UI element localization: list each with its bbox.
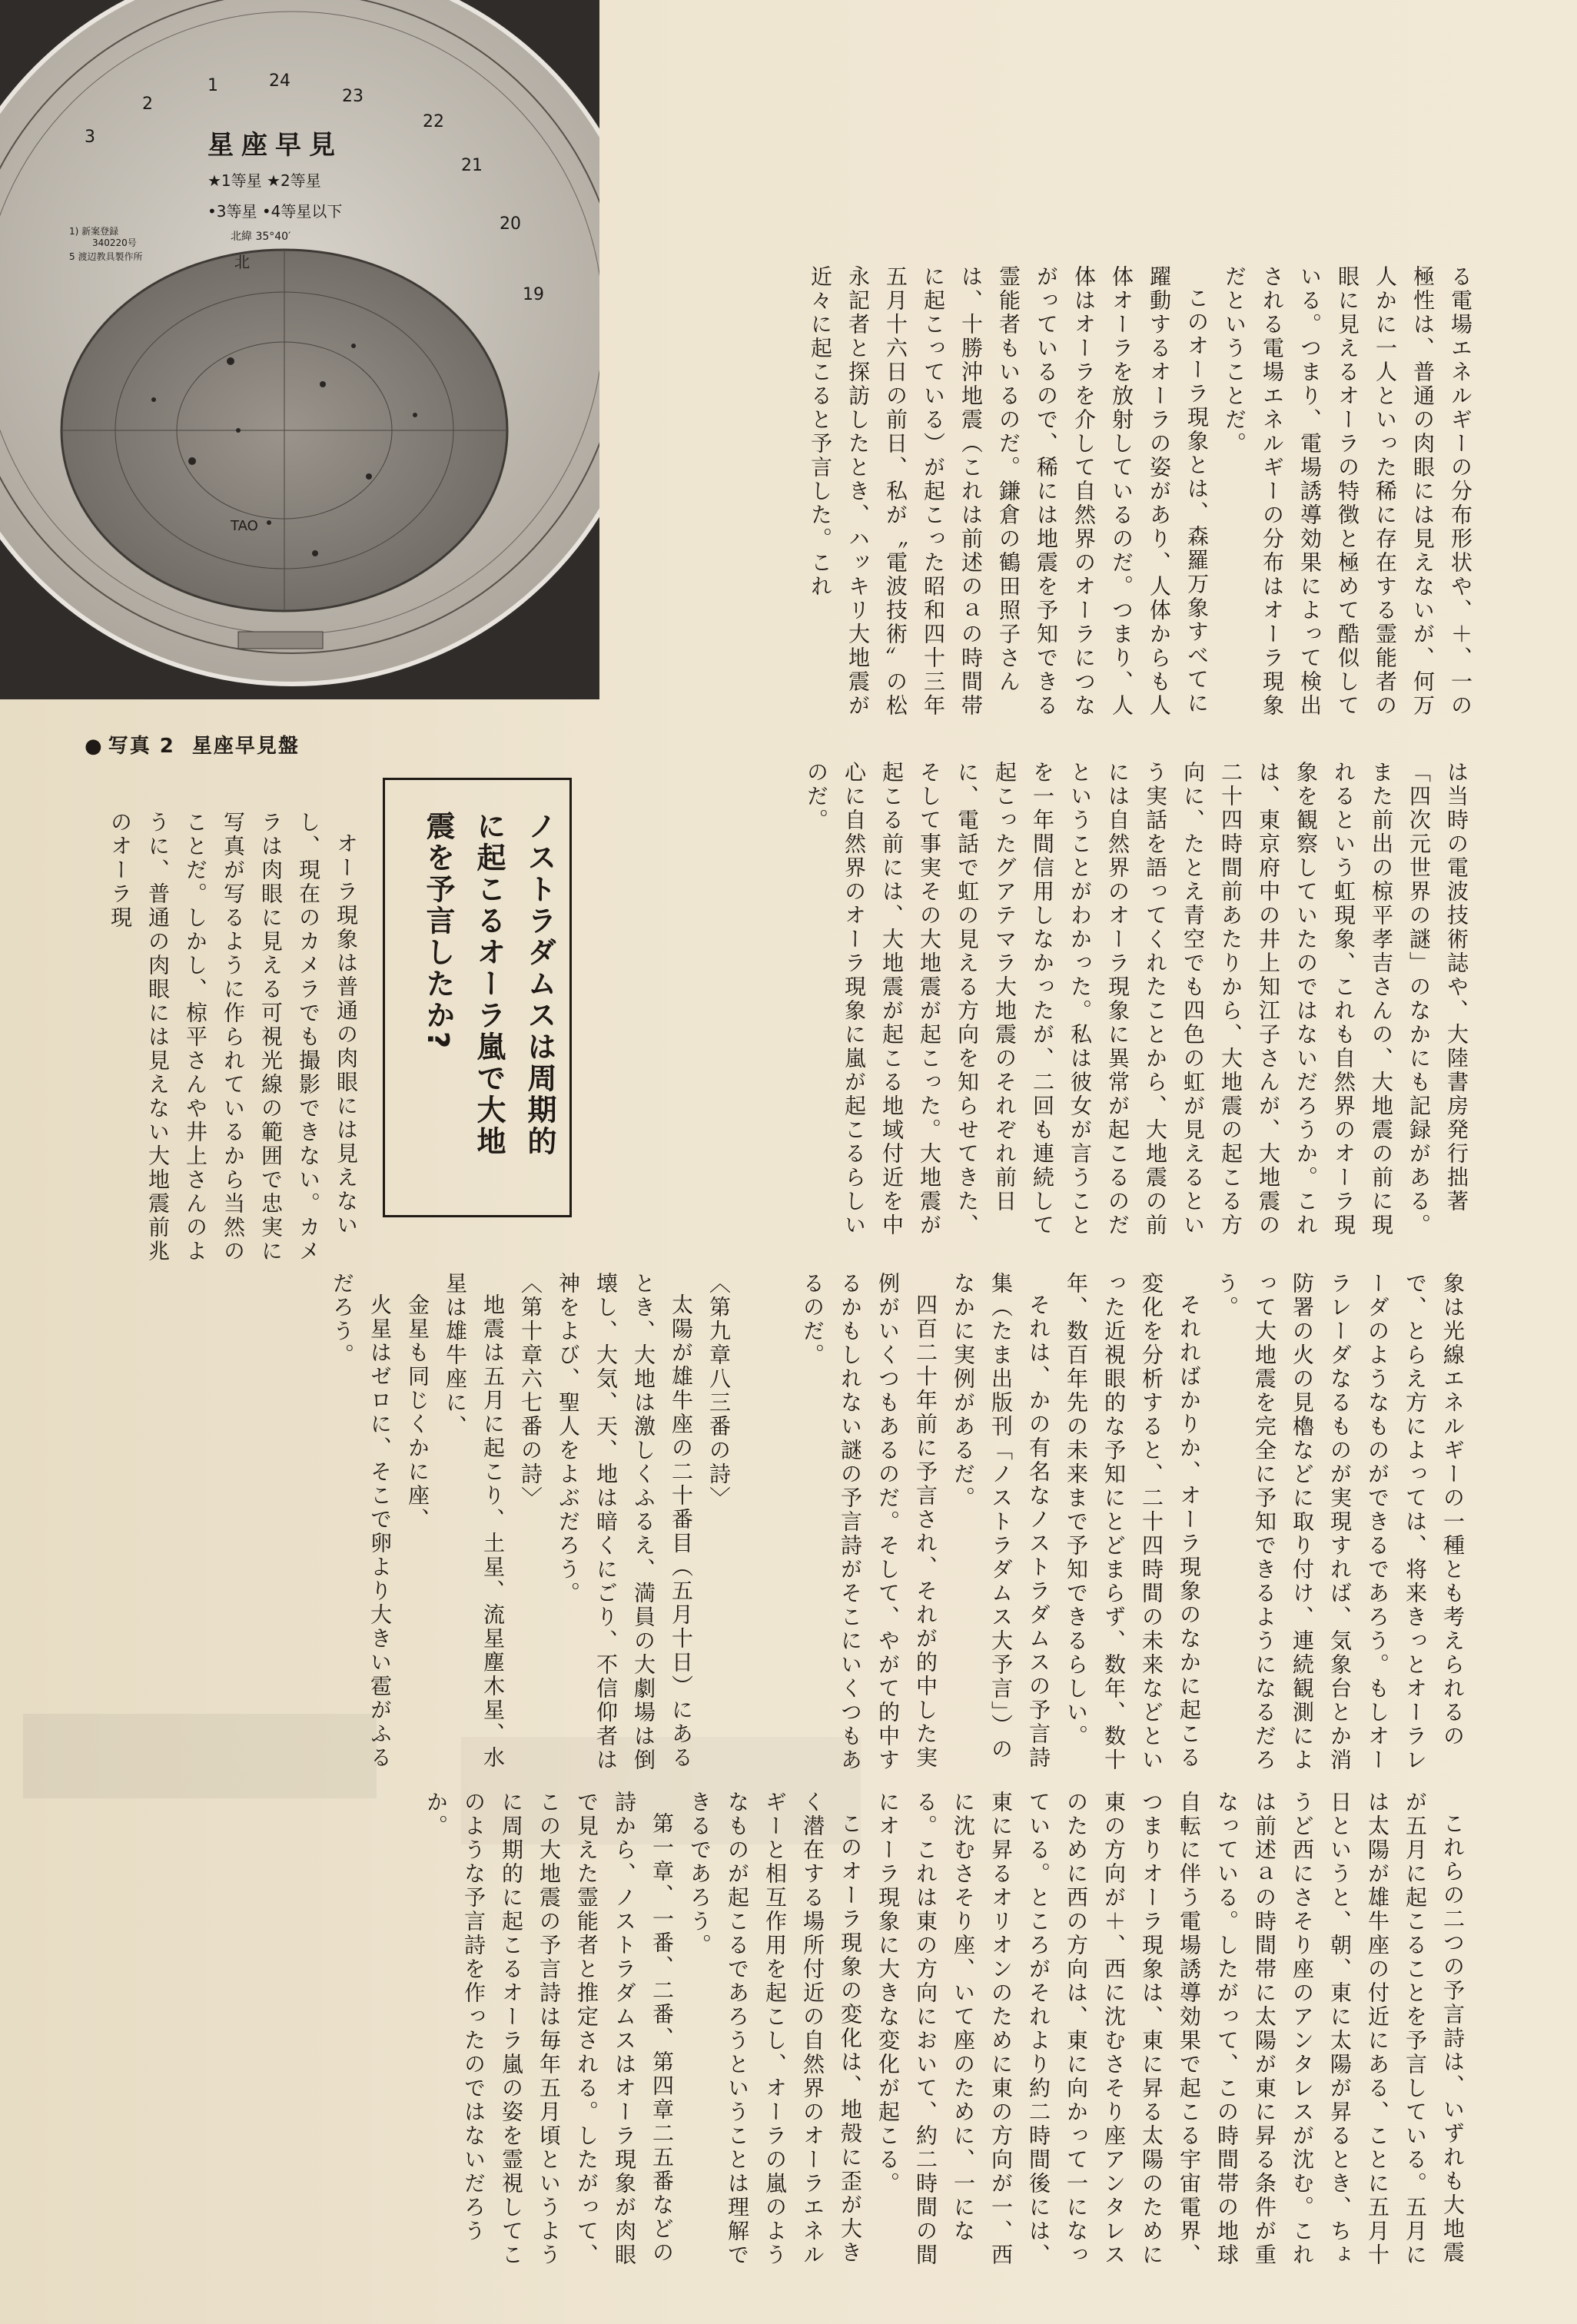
chart-north-label: 北 <box>234 253 250 271</box>
heading-line-2: に起こるオーラ嵐で大地 <box>472 811 506 1157</box>
poem-column <box>85 1272 738 1779</box>
bottom-paragraph-1: これらの二つの予言詩は、いずれも大地震が五月に起こることを予言している。五月には太陽が雄牛座の付近にある、ことに五月十日というと、朝、東に太陽が昇るとき、ちょうど西にさそり座のアンタレスが沈む。これは前述ａの時間帯に太陽が東に昇る条件が重なっている。したがって、この時間帯の地球自転に伴う電場誘導効果で起こる宇宙電界、つまりオーラ現象は、東に昇る太陽のために東の方向が＋、西に沈むさそり座アンタレスのために西の方向は、東に向かって一になっている。ところがそれより約二時間後には、東に昇るオリオンのために東の方向が一、西に沈むさそり座、いて座のために、一になる。これは東の方向において、約二時間の間にオーラ現象に大きな変化が起こる。 <box>875 1791 1466 2267</box>
hour-2: 2 <box>142 95 153 114</box>
chart-south-label: TAO <box>231 518 258 534</box>
section-heading-box <box>383 778 572 1217</box>
poem-text-2c: 火星はゼロに、そこで卵より大きい雹がふるだろう。 <box>330 1272 393 1770</box>
chart-legend-2: •3等星 •4等星以下 <box>208 202 343 221</box>
lower-right-paragraph-4: 四百二十年前に予言され、それが的中した実例がいくつもあるのだ。そして、やがて的中するかもしれない謎の予言詩がそこにいくつもあるのだ。 <box>800 1272 938 1772</box>
poem-title-2: 〈第十章六七番の詩〉 <box>518 1272 543 1510</box>
top-text-column <box>611 265 1479 726</box>
bottom-text-column <box>85 1791 1472 2282</box>
heading-line-3: 震を予言したか? <box>421 811 455 1051</box>
middle-right-column <box>592 761 1476 1260</box>
section-heading <box>394 811 565 1203</box>
poem-title-1: 〈第九章八三番の詩〉 <box>706 1272 732 1510</box>
lower-right-paragraph-2: それればかりか、オーラ現象のなかに起こる変化を分析すると、二十四時間の未来などといった近視眼的な予知にとどまらず、数年、数十年、数百年先の未来まで予知できるらしい。 <box>1064 1272 1202 1772</box>
poem-text-2b: 金星も同じくかに座、 <box>405 1293 430 1532</box>
top-paragraph-1: る電場エネルギーの分布形状や、＋、一の極性は、普通の肉眼には見えないが、何万人かに一人といった稀に存在する霊能者の眼に見えるオーラの特徴と極めて酷似している。つまり、電場誘導効果によって検出される電場エネルギーの分布はオーラ現象だということだ。 <box>1222 265 1473 718</box>
hour-19: 19 <box>523 285 544 304</box>
planisphere-image <box>0 0 599 699</box>
chart-maker-2: 340220号 <box>92 237 137 248</box>
bottom-paragraph-2: このオーラ現象の変化は、地殻に歪が大きく潜在する場所付近の自然界のオーラエネルギーと相互作用を起こし、オーラの嵐のようなものが起こるであろうということは理解できるであろう。 <box>687 1791 863 2267</box>
top-paragraph-2: このオーラ現象とは、森羅万象すべてに躍動するオーラの姿があり、人体からも人体オーラを放射しているのだ。つまり、人体はオーラを介して自然界のオーラにつながっているので、稀には地震を予知できる霊能者もいるのだ。鎌倉の鶴田照子さんは、十勝沖地震（これは前述のａの時間帯に起こっている）が起こった昭和四十三年五月十六日の前日、私が〝電波技術〟の松永記者と探訪したとき、ハッキリ大地震が近々に起こると予言した。これ <box>808 265 1210 718</box>
lower-right-paragraph-1: 象は光線エネルギーの一種とも考えられるので、とらえ方によっては、将来きっとオーラレーダのようなものができるであろう。もしオーラレーダなるものが実現すれば、気象台とか消防署の火の見櫓などに取り付け、連続観測によって大地震を完全に予知できるようになるだろう。 <box>1214 1272 1466 1772</box>
middle-left-column <box>73 811 365 1272</box>
middle-right-paragraph: は当時の電波技術誌や、大陸書房発行拙著「四次元世界の謎」のなかにも記録がある。また前出の椋平孝吉さんの、大地震の前に現れるという虹現象、これも自然界のオーラ現象を観察していたのではないだろうか。これは、東京府中の井上知江子さんが、大地震の二十四時間前あたりから、大地震の起こる方向に、たとえ青空でも四色の虹が見えるという実話を語ってくれたことから、大地震の前には自然界のオーラ現象に異常が起こるのだということがわかった。私は彼女が言うことを一年間信用しなかったが、二回も連続して起こったグアテマラ大地震のそれぞれ前日に、電話で虹の見える方向を知らせてきた、そして事実その大地震が起こった。大地震が起こる前には、大地震が起こる地域付近を中心に自然界のオーラ現象に嵐が起こるらしいのだ。 <box>804 761 1469 1237</box>
lower-right-paragraph-3: それは、かの有名なノストラダムスの予言詩集（たま出版刊「ノストラダムス大予言」）のなかに実例があるだ。 <box>951 1272 1051 1770</box>
heading-line-1: ノストラダムスは周期的 <box>523 811 556 1157</box>
lower-right-column <box>753 1272 1472 1779</box>
caption-text: 星座早見盤 <box>191 735 300 758</box>
photo-caption <box>85 730 300 759</box>
hour-24: 24 <box>269 71 290 91</box>
hour-23: 23 <box>342 87 364 106</box>
poem-text-1: 太陽が雄牛座の二十番目（五月十日）にあるとき、大地は激しくふるえ、満員の大劇場は倒壊し、大気、天、地は暗くにごり、不信仰者は神をよび、聖人をよぶだろう。 <box>556 1272 694 1772</box>
middle-left-paragraph: オーラ現象は普通の肉眼には見えないし、現在のカメラでも撮影できない。カメラは肉眼に見える可視光線の範囲で忠実に写真が写るように作られているから当然のことだ。しかし、椋平さんや井上さんのように、普通の肉眼には見えない大地震前兆のオーラ現 <box>108 811 359 1263</box>
chart-maker-3: 5 渡辺教具製作所 <box>69 251 143 262</box>
poem-text-2a: 地震は五月に起こり、土星、流星塵木星、水星は雄牛座に、 <box>443 1272 506 1770</box>
hour-21: 21 <box>461 156 483 175</box>
faint-print-artifact <box>23 1714 377 1798</box>
star-chart-photo <box>0 0 599 699</box>
bottom-paragraph-3: 第一章、一番、二番、第四章二五番などの詩から、ノストラダムスはオーラ現象が肉眼で見えた霊能者と推定される。したがって、この大地震の予言詩は毎年五月頃というように周期的に起こるオーラ嵐の姿を霊視してこのような予言詩を作ったのではないだろうか。 <box>423 1791 675 2267</box>
hour-20: 20 <box>500 214 521 234</box>
hour-22: 22 <box>423 112 444 131</box>
caption-bullet: ● <box>85 735 104 758</box>
chart-title: 星座早見 <box>208 130 343 161</box>
chart-maker-1: 1) 新案登録 <box>69 226 119 237</box>
caption-label: 写真 2 <box>108 735 175 758</box>
chart-latitude: 北緯 35°40′ <box>231 231 291 243</box>
hour-1: 1 <box>208 76 218 95</box>
chart-legend-1: ★1等星 ★2等星 <box>208 171 321 190</box>
hour-3: 3 <box>85 128 95 147</box>
